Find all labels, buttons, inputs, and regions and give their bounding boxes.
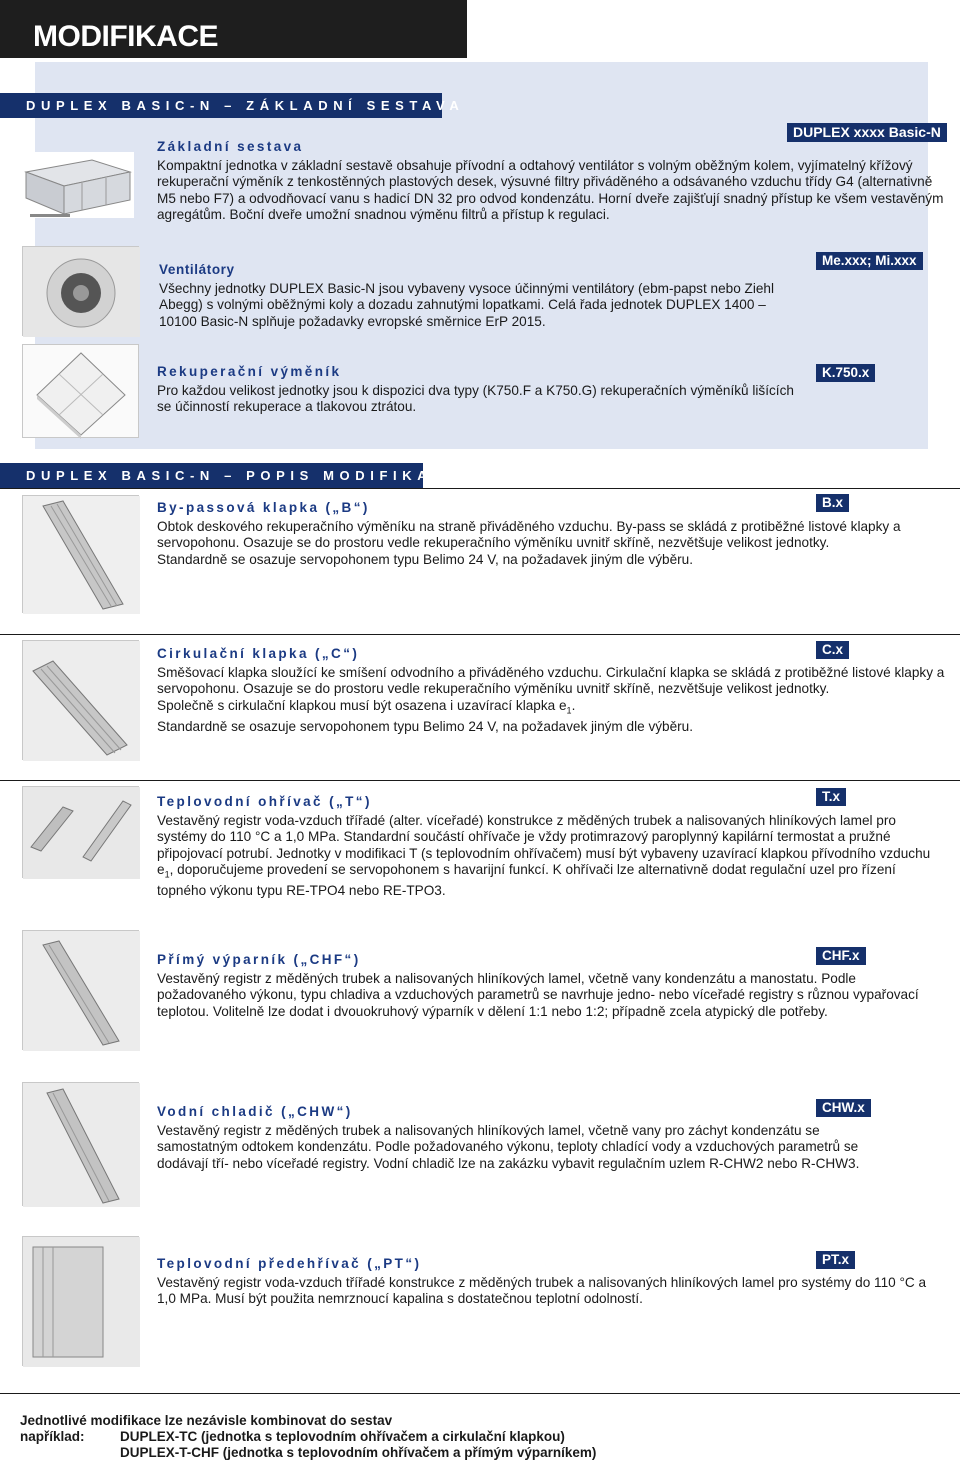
footer-example-2: DUPLEX-T-CHF (jednotka s teplovodním ohřívačem a přímým výparníkem) xyxy=(120,1445,597,1460)
recup-text: Pro každou velikost jednotky jsou k dispozici dva typy (K750.F a K750.G) rekuperačních výměníků lišících se účinností rekuperace a tlakovou ztrátou. xyxy=(157,382,794,414)
heater-photo xyxy=(22,786,139,878)
fans-block xyxy=(159,262,789,330)
section-divider xyxy=(0,488,960,489)
fans-code-badge: Me.xxx; Mi.xxx xyxy=(816,252,923,270)
heater-block xyxy=(157,794,947,900)
bypass-code-badge: B.x xyxy=(816,494,849,512)
circulation-photo xyxy=(22,640,139,760)
divider-footer xyxy=(0,1393,960,1394)
heater-text-b: , doporučujeme provedení se servopohonem s havarijní funkcí. K ohřívači lze alternativně dodat regulační uzel pro řízení topného výkonu typu RE-TPO4 nebo RE-TPO3. xyxy=(157,862,896,899)
circ-text: Směšovací klapka sloužící ke smíšení odvodního a přiváděného vzduchu. Cirkulační klapka se skládá z protiběžné listové klapky a servopohonu. Osazuje se do prostoru vedle rekuperačního výměníku uvnitř skříně, nezvětšuje velikost jednotky. xyxy=(157,664,945,696)
section-bar-basic: DUPLEX BASIC-N – ZÁKLADNÍ SESTAVA xyxy=(0,93,442,118)
footer-label: například: xyxy=(20,1429,85,1444)
divider-circulation xyxy=(0,780,960,781)
heater-code-badge: T.x xyxy=(816,788,846,806)
bypass-text2: Standardně se osazuje servopohonem typu Belimo 24 V, na požadavek jiným dle výběru. xyxy=(157,551,694,567)
circ-text2 xyxy=(157,698,947,719)
footer-note xyxy=(20,1413,596,1461)
section-bar-modifications: DUPLEX BASIC-N – POPIS MODIFIKACÍ xyxy=(0,463,423,488)
fan-photo xyxy=(22,246,139,336)
heater-text-sub: 1 xyxy=(164,869,170,880)
evaporator-photo xyxy=(22,930,139,1050)
footer-example-1: DUPLEX-TC (jednotka s teplovodním ohřívačem a cirkulační klapkou) xyxy=(120,1429,565,1444)
circ-text3: Standardně se osazuje servopohonem typu Belimo 24 V, na požadavek jiným dle výběru. xyxy=(157,718,694,734)
fans-text: Všechny jednotky DUPLEX Basic-N jsou vybaveny vysoce účinnými ventilátory (ebm-papst nebo Ziehl Abegg) s volnými oběžnými koly a dozadu zahnutými lopatkami. Celá řada jednotek DUPLEX 1400 – 10100 Basic-N splňuje požadavky evropské směrnice ErP 2015. xyxy=(159,280,775,329)
pt-heading: Teplovodní předehřívač („PT“) xyxy=(157,1256,422,1271)
circ-code-badge: C.x xyxy=(816,641,849,659)
fans-heading: Ventilátory xyxy=(159,262,235,277)
footer-example-row-2 xyxy=(20,1445,596,1461)
chf-heading: Přímý výparník („CHF“) xyxy=(157,952,361,967)
basic-text: Kompaktní jednotka v základní sestavě obsahuje přívodní a odtahový ventilátor s volným oběžným kolem, vyjímatelný křížový rekuperační výměník z tenkostěnných plastových desek, výsuvné filtry přiváděného a odsávaného vzduchu třídy G4 (alternativně M5 nebo F7) a odvodňovací vanu s hadicí DN 32 pro odvod kondenzátu. Horní dveře zajišťují snadný přístup ke všem vestavěným agregátům. Boční dveře umožní snadnou výměnu filtrů a přístup k regulaci. xyxy=(157,157,944,222)
heater-heading: Teplovodní ohřívač („T“) xyxy=(157,794,372,809)
bypass-text: Obtok deskového rekuperačního výměníku na straně přiváděného vzduchu. By-pass se skládá z protiběžné listové klapky a servopohonu. Osazuje se do prostoru vedle rekuperačního výměníku uvnitř skříně, nezvětšuje velikost jednotky. xyxy=(157,518,901,550)
circ-text2-main: Společně s cirkulační klapkou musí být osazena i uzavírací klapka e xyxy=(157,697,567,713)
heater-text xyxy=(157,813,947,900)
footer-line1: Jednotlivé modifikace lze nezávisle kombinovat do sestav xyxy=(20,1413,393,1428)
recup-heading: Rekuperační výměník xyxy=(157,364,342,379)
preheater-photo xyxy=(22,1236,139,1366)
circ-text2-sub: 1 xyxy=(566,705,572,716)
pt-block xyxy=(157,1256,947,1308)
bypass-heading: By-passová klapka („B“) xyxy=(157,500,370,515)
chw-block xyxy=(157,1104,887,1172)
pt-text: Vestavěný registr voda-vzduch třířadé konstrukce z měděných trubek a nalisovaných hliníkových lamel pro systémy do 110 °C a 1,0 MPa. Musí být použita nemrznoucí kapalina s dostatečnou teplotní odolností. xyxy=(157,1274,927,1306)
recuperator-photo xyxy=(22,344,139,438)
chf-code-badge: CHF.x xyxy=(816,947,866,965)
title-bar xyxy=(0,0,467,58)
chw-code-badge: CHW.x xyxy=(816,1099,871,1117)
unit-photo xyxy=(22,152,134,218)
water-cooler-photo xyxy=(22,1082,139,1206)
bypass-block xyxy=(157,500,947,568)
bypass-photo xyxy=(22,495,139,613)
footer-example-row-1 xyxy=(20,1429,596,1445)
chf-block xyxy=(157,952,947,1020)
heater-text-a: Vestavěný registr voda-vzduch třířadé (alter. víceřadé) konstrukce z měděných trubek a nalisovaných hliníkových lamel pro systémy do 110 °C a 1,0 MPa. Standardní součástí ohřívače je vždy protimrazový paroplynný kapilární termostat a pružné připojovací potrubí. Jednotky v modifikaci T (s teplovodním ohřívačem) musí být vybaveny uzavírací klapkou přívodního vzduchu e xyxy=(157,812,931,877)
page-title: MODIFIKACE xyxy=(33,20,218,53)
chf-text: Vestavěný registr z měděných trubek a nalisovaných hliníkových lamel, včetně vany kondenzátu a manostatu. Podle požadovaného výkonu, typu chladiva a vzduchových parametrů se navrhuje jedno- nebo víceřadé registry s různou vypařovací teplotou. Volitelně lze dodat i dvouokruhový výparník v dělení 1:1 nebo 1:2; případně zcela atypický dle potřeby. xyxy=(157,970,919,1019)
basic-code-badge: DUPLEX xxxx Basic-N xyxy=(787,123,947,142)
circ-heading: Cirkulační klapka („C“) xyxy=(157,646,360,661)
circ-block xyxy=(157,646,947,735)
pt-code-badge: PT.x xyxy=(816,1251,855,1269)
chw-text: Vestavěný registr z měděných trubek a nalisovaných hliníkových lamel, včetně vany pro záchyt kondenzátu se samostatným odtokem kondenzátu. Podle požadovaného výkonu, teploty chladící vody a vzduchových parametrů se dodávají tří- nebo víceřadé registry. Vodní chladič lze na zakázku vybavit regulačním uzlem R-CHW2 nebo R-CHW3. xyxy=(157,1122,860,1171)
footer-label-spacer xyxy=(20,1445,120,1461)
divider-bypass xyxy=(0,634,960,635)
recup-block xyxy=(157,364,807,416)
basic-block xyxy=(157,139,947,224)
basic-heading: Základní sestava xyxy=(157,139,304,154)
recup-code-badge: K.750.x xyxy=(816,364,875,382)
circ-text2-end: . xyxy=(571,697,576,713)
chw-heading: Vodní chladič („CHW“) xyxy=(157,1104,353,1119)
